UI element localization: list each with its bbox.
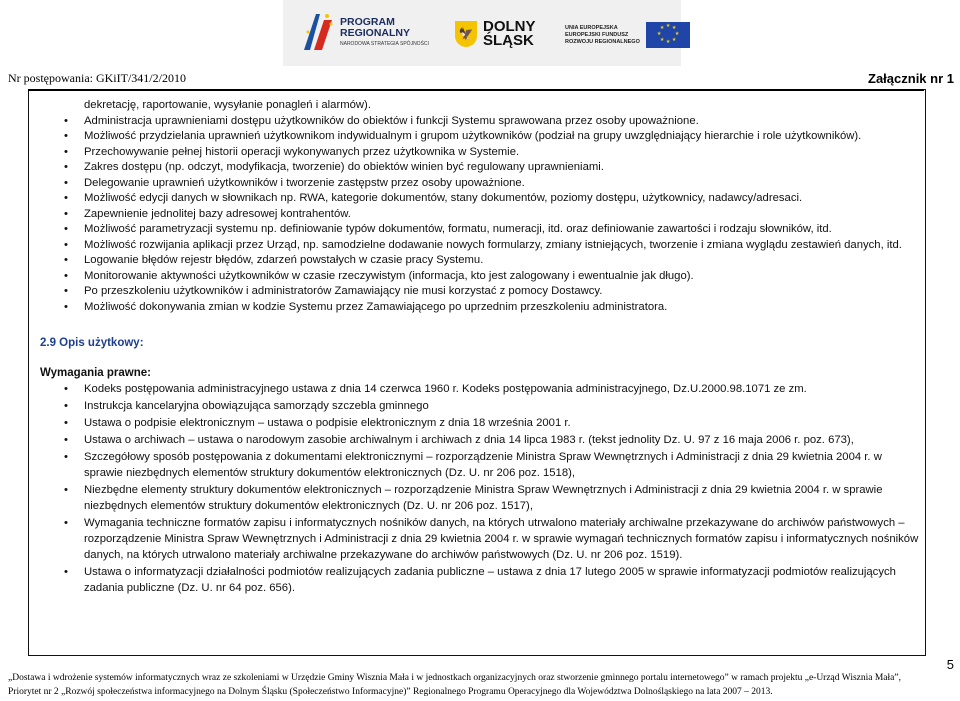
list-item: • Możliwość rozwijania aplikacji przez Urząd, np. samodzielne dodawanie nowych formularzy, zmiany istniejących, tworzenie i zmiana wyglądu zestawień danych, itd.	[30, 238, 920, 254]
footer-line-1: „Dostawa i wdrożenie systemów informatycznych wraz ze szkoleniami w Urzędzie Gminy Wisznia Mała i w jednostkach organizacyjnych oraz stworzenie gminnego portalu internetowego” w ramach projektu „e-Urząd Wisznia Mała”,	[8, 673, 901, 683]
list-item: • Ustawa o archiwach – ustawa o narodowym zasobie archiwalnym i archiwach z dnia 14 lipca 1983 r. (tekst jednolity Dz. U. 97 z 16 maja 2006 r. poz. 673),	[30, 432, 920, 448]
footer-line-2: Priorytet nr 2 „Rozwój społeczeństwa informacyjnego na Dolnym Śląsku (Społeczeństwo Informacyjne)” Regionalnego Programu Operacyjnego dla Województwa Dolnośląskiego na lata 2007 – 2013.	[8, 687, 773, 697]
eu-logo	[565, 22, 690, 48]
page-number: 5	[946, 657, 954, 672]
program-regionalny-mark-icon	[300, 10, 336, 54]
procedure-number: Nr postępowania: GKiIT/341/2/2010	[8, 71, 186, 85]
list-item: • Administracja uprawnieniami dostępu użytkowników do obiektów i funkcji Systemu sprawowana przez osoby upoważnione.	[30, 114, 920, 130]
program-title-line1: PROGRAM	[340, 16, 395, 28]
dolny-slask-logo	[455, 20, 536, 48]
functional-requirements-list	[30, 98, 920, 315]
list-item: • Niezbędne elementy struktury dokumentów elektronicznych – rozporządzenie Ministra Spraw Wewnętrznych i Administracji z dnia 29 kwietnia 2004 r. w sprawie niezbędnych elementów struktury dokumentów elektronicznych (Dz. U. nr 206 poz. 1517),	[30, 482, 920, 514]
requirements-heading: Wymagania prawne:	[40, 367, 151, 379]
list-item: • Delegowanie uprawnień użytkowników i tworzenie zastępstw przez osoby upoważnione.	[30, 176, 920, 192]
list-item: • Wymagania techniczne formatów zapisu i informatycznych nośników danych, na których utrwalono materiały archiwalne przekazywane do archiwów państwowych – rozporządzenie Ministra Spraw Wewnętrznych i Administracji z dnia 29 kwietnia 2004 r. w sprawie wymagań technicznych formatów zapisu i informatycznych nośników danych, na których utrwalono materiały archiwalne przekazywane do archiwów państwowych (Dz. U. nr 206 poz. 1519).	[30, 515, 920, 563]
program-subtitle: NARODOWA STRATEGIA SPÓJNOŚCI	[340, 41, 429, 47]
list-item: • Możliwość dokonywania zmian w kodzie Systemu przez Zamawiającego po uprzednim przeszkoleniu administratora.	[30, 300, 920, 316]
list-item: • Logowanie błędów rejestr błędów, zdarzeń powstałych w czasie pracy Systemu.	[30, 253, 920, 269]
program-title-line2: REGIONALNY	[340, 27, 411, 39]
header-divider	[28, 89, 924, 91]
list-item: • Możliwość parametryzacji systemu np. definiowanie typów dokumentów, formatu, numeracji, itd. oraz definiowanie zawartości i rodzaju słowników, itd.	[30, 222, 920, 238]
list-item: • Możliwość przydzielania uprawnień użytkownikom indywidualnym i grupom użytkowników (podział na grupy uwzględniający hierarchie i role użytkowników).	[30, 129, 920, 145]
section-heading: 2.9 Opis użytkowy:	[40, 337, 144, 349]
attachment-label: Załącznik nr 1	[868, 71, 954, 86]
eagle-shield-icon: 🦅	[455, 21, 477, 47]
list-item: dekretację, raportowanie, wysyłanie ponagleń i alarmów).	[84, 99, 371, 111]
document-body	[30, 98, 920, 597]
legal-requirements-list	[30, 381, 920, 596]
list-item: • Kodeks postępowania administracyjnego ustawa z dnia 14 czerwca 1960 r. Kodeks postępowania administracyjnego, Dz.U.2000.98.1071 ze zm.	[30, 381, 920, 397]
list-item: • Ustawa o podpisie elektronicznym – ustawa o podpisie elektronicznym z dnia 18 września 2001 r.	[30, 415, 920, 431]
list-item: • Przechowywanie pełnej historii operacji wykonywanych przez użytkownika w Systemie.	[30, 145, 920, 161]
list-item: • Możliwość edycji danych w słownikach np. RWA, kategorie dokumentów, stany dokumentów, poziomy dostępu, użytkownicy, nadawcy/adresaci.	[30, 191, 920, 207]
list-item: • Po przeszkoleniu użytkowników i administratorów Zamawiający nie musi korzystać z pomocy Dostawcy.	[30, 284, 920, 300]
eu-text-line2: EUROPEJSKI FUNDUSZ	[565, 31, 629, 38]
eu-text	[565, 25, 640, 46]
dolny-slask-line1: DOLNY	[483, 18, 536, 35]
eu-text-line3: ROZWOJU REGIONALNEGO	[565, 38, 640, 45]
list-item: • Zapewnienie jednolitej bazy adresowej kontrahentów.	[30, 207, 920, 223]
eu-flag-icon: ★ ★ ★ ★ ★ ★ ★ ★	[646, 22, 690, 48]
program-regionalny-logo	[300, 10, 429, 54]
list-item: • Monitorowanie aktywności użytkowników w czasie rzeczywistym (informacja, kto jest zalogowany i ewentualnie jak długo).	[30, 269, 920, 285]
eu-text-line1: UNIA EUROPEJSKA	[565, 24, 618, 31]
dolny-slask-line2: ŚLĄSK	[483, 32, 534, 49]
list-item: • Instrukcja kancelaryjna obowiązująca samorządy szczebla gminnego	[30, 398, 920, 414]
list-item: • Ustawa o informatyzacji działalności podmiotów realizujących zadania publiczne – ustawa z dnia 17 lutego 2005 w sprawie informatyzacji podmiotów realizujących zadania publiczne (Dz. U. nr 64 poz. 656).	[30, 564, 920, 596]
list-item: • Zakres dostępu (np. odczyt, modyfikacja, tworzenie) do obiektów winien być regulowany uprawnieniami.	[30, 160, 920, 176]
list-item: • Szczegółowy sposób postępowania z dokumentami elektronicznymi – rozporządzenie Ministra Spraw Wewnętrznych i Administracji z dnia 29 kwietnia 2004 r. w sprawie niezbędnych elementów struktury dokumentów elektronicznych (Dz. U. nr 206 poz. 1518),	[30, 449, 920, 481]
